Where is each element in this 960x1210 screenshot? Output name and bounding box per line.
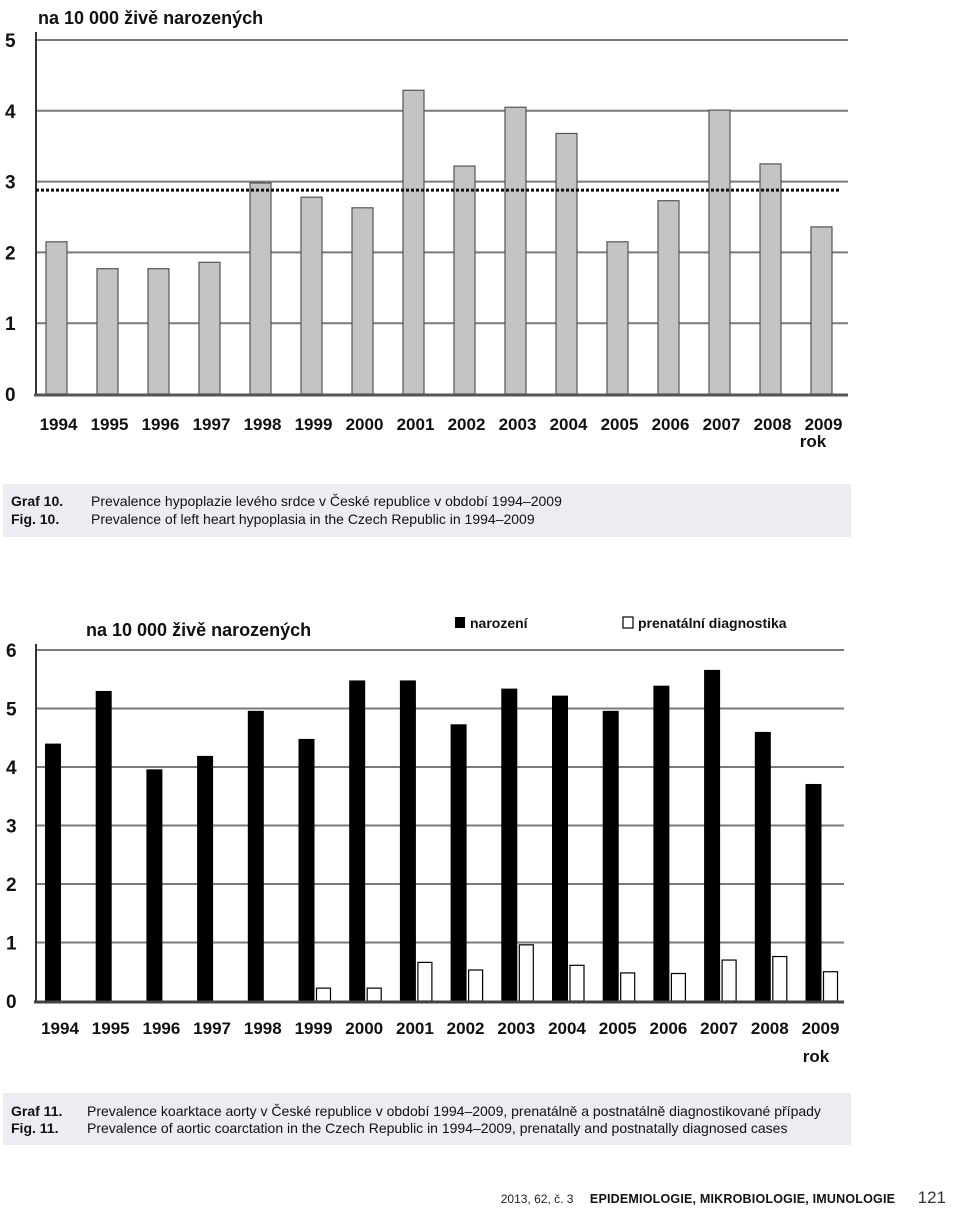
x-tick-label: 1997 <box>192 415 231 434</box>
bar-narozeni <box>146 769 162 1001</box>
bar-prenatalni <box>621 973 635 1001</box>
x-tick-label: 2006 <box>651 415 690 434</box>
bar-narozeni <box>197 756 213 1001</box>
bar-narozeni <box>653 686 669 1001</box>
x-tick-label: 2001 <box>395 1019 434 1038</box>
x-tick-label: 2007 <box>700 1019 739 1038</box>
legend-swatch-narozeni <box>455 617 465 628</box>
y-tick-label: 4 <box>6 758 17 779</box>
y-tick-label: 6 <box>6 641 17 662</box>
caption-text-en: Prevalence of aortic coarctation in the Czech Republic in 1994–2009, prenatally and postnatally diagnosed cases <box>87 1120 788 1136</box>
figure-caption-10 <box>3 484 851 537</box>
x-tick-label: 2000 <box>345 415 384 434</box>
footer-page-number: 121 <box>917 1188 946 1207</box>
y-tick-label: 5 <box>6 699 17 721</box>
x-tick-label: 2006 <box>649 1019 688 1038</box>
bar <box>556 133 577 394</box>
x-axis-label: rok <box>802 1047 830 1066</box>
y-tick-label: 1 <box>6 933 17 955</box>
bar <box>148 269 169 394</box>
x-tick-label: 2002 <box>447 415 486 434</box>
y-tick-label: 5 <box>5 31 16 52</box>
bar-prenatalni <box>773 957 787 1001</box>
y-tick-label: 4 <box>5 101 16 123</box>
footer-journal: EPIDEMIOLOGIE, MIKROBIOLOGIE, IMUNOLOGIE <box>589 1192 896 1206</box>
y-axis-label: na 10 000 živě narozených <box>38 8 264 28</box>
bar-prenatalni <box>570 965 584 1001</box>
x-tick-label: 1999 <box>294 1019 333 1038</box>
x-tick-label: 2009 <box>801 1019 840 1038</box>
bar-narozeni <box>96 691 112 1001</box>
bar-prenatalni <box>367 988 381 1001</box>
bar <box>454 166 475 394</box>
bar-prenatalni <box>722 960 736 1001</box>
caption-text-cz: Prevalence hypoplazie levého srdce v České republice v období 1994–2009 <box>91 493 562 509</box>
footer-issue: 2013, 62, č. 3 <box>500 1192 574 1206</box>
bar-narozeni <box>400 680 416 1001</box>
bar-narozeni <box>349 680 365 1001</box>
bar <box>46 242 67 394</box>
chart-coarctation-svg <box>0 592 960 1082</box>
x-tick-label: 2005 <box>600 415 639 434</box>
bar-narozeni <box>248 711 264 1001</box>
bar <box>250 183 271 394</box>
y-tick-label: 0 <box>6 992 17 1013</box>
bar-narozeni <box>45 744 61 1001</box>
x-tick-label: 1998 <box>243 415 282 434</box>
caption-label-cz: Graf 11. <box>11 1103 63 1119</box>
caption-label-cz: Graf 10. <box>11 493 64 509</box>
bar-prenatalni <box>469 970 483 1001</box>
x-tick-label: 2007 <box>702 415 741 434</box>
bar-prenatalni <box>317 988 331 1001</box>
y-axis-label: na 10 000 živě narozených <box>86 620 312 640</box>
bar <box>811 227 832 394</box>
bar <box>97 269 118 394</box>
bar-prenatalni <box>671 974 685 1001</box>
chart-hypoplasia <box>0 0 960 470</box>
caption-label-en: Fig. 10. <box>11 511 60 527</box>
legend-label-narozeni: narození <box>470 615 528 631</box>
x-tick-label: 2001 <box>396 415 435 434</box>
page-footer <box>501 1188 946 1210</box>
bar <box>403 90 424 394</box>
x-tick-label: 1999 <box>294 415 333 434</box>
chart-coarctation <box>0 592 960 1082</box>
x-tick-label: 1996 <box>142 1019 181 1038</box>
bar-narozeni <box>806 784 822 1001</box>
x-tick-label: 2004 <box>549 415 588 434</box>
y-tick-label: 3 <box>6 816 17 838</box>
bar-narozeni <box>501 689 517 1001</box>
x-tick-label: 2008 <box>753 415 792 434</box>
y-tick-label: 1 <box>5 314 16 336</box>
bar-prenatalni <box>418 962 432 1001</box>
bar <box>352 208 373 394</box>
x-tick-label: 1997 <box>193 1019 232 1038</box>
y-tick-label: 3 <box>5 172 16 194</box>
bar-prenatalni <box>519 945 533 1001</box>
x-tick-label: 2005 <box>598 1019 637 1038</box>
x-tick-label: 2002 <box>446 1019 485 1038</box>
bar <box>658 201 679 394</box>
x-tick-label: 2009 <box>804 415 843 434</box>
legend-swatch-prenatalni <box>623 617 633 628</box>
x-axis-label: rok <box>799 432 827 451</box>
y-tick-label: 2 <box>5 243 16 265</box>
x-tick-label: 2004 <box>548 1019 586 1038</box>
caption-text-cz: Prevalence koarktace aorty v České republice v období 1994–2009, prenatálně a postnatálně diagnostikované případy <box>87 1103 821 1119</box>
bar <box>199 262 220 394</box>
legend-label-prenatalni: prenatální diagnostika <box>638 615 787 631</box>
bar <box>505 107 526 394</box>
x-tick-label: 1995 <box>90 415 129 434</box>
caption-label-en: Fig. 11. <box>11 1120 59 1136</box>
bar-narozeni <box>299 739 315 1001</box>
chart-hypoplasia-svg <box>0 0 960 470</box>
bar-narozeni <box>451 724 467 1001</box>
x-tick-label: 1995 <box>91 1019 130 1038</box>
bar-narozeni <box>552 696 568 1001</box>
x-tick-label: 1994 <box>39 415 78 434</box>
caption-text-en: Prevalence of left heart hypoplasia in the Czech Republic in 1994–2009 <box>91 511 535 527</box>
y-tick-label: 0 <box>5 385 16 406</box>
x-tick-label: 2008 <box>750 1019 789 1038</box>
bar-narozeni <box>603 711 619 1001</box>
x-tick-label: 2003 <box>498 415 537 434</box>
bar-narozeni <box>704 670 720 1001</box>
x-tick-label: 1994 <box>41 1019 79 1038</box>
figure-caption-11 <box>3 1093 851 1145</box>
x-tick-label: 2003 <box>497 1019 536 1038</box>
x-tick-label: 2000 <box>345 1019 384 1038</box>
bar <box>607 242 628 394</box>
bar <box>709 110 730 394</box>
bar <box>760 164 781 394</box>
x-tick-label: 1998 <box>243 1019 282 1038</box>
bar <box>301 197 322 394</box>
bar-narozeni <box>755 732 771 1001</box>
y-tick-label: 2 <box>6 875 17 896</box>
bar-prenatalni <box>824 972 838 1001</box>
x-tick-label: 1996 <box>141 415 180 434</box>
